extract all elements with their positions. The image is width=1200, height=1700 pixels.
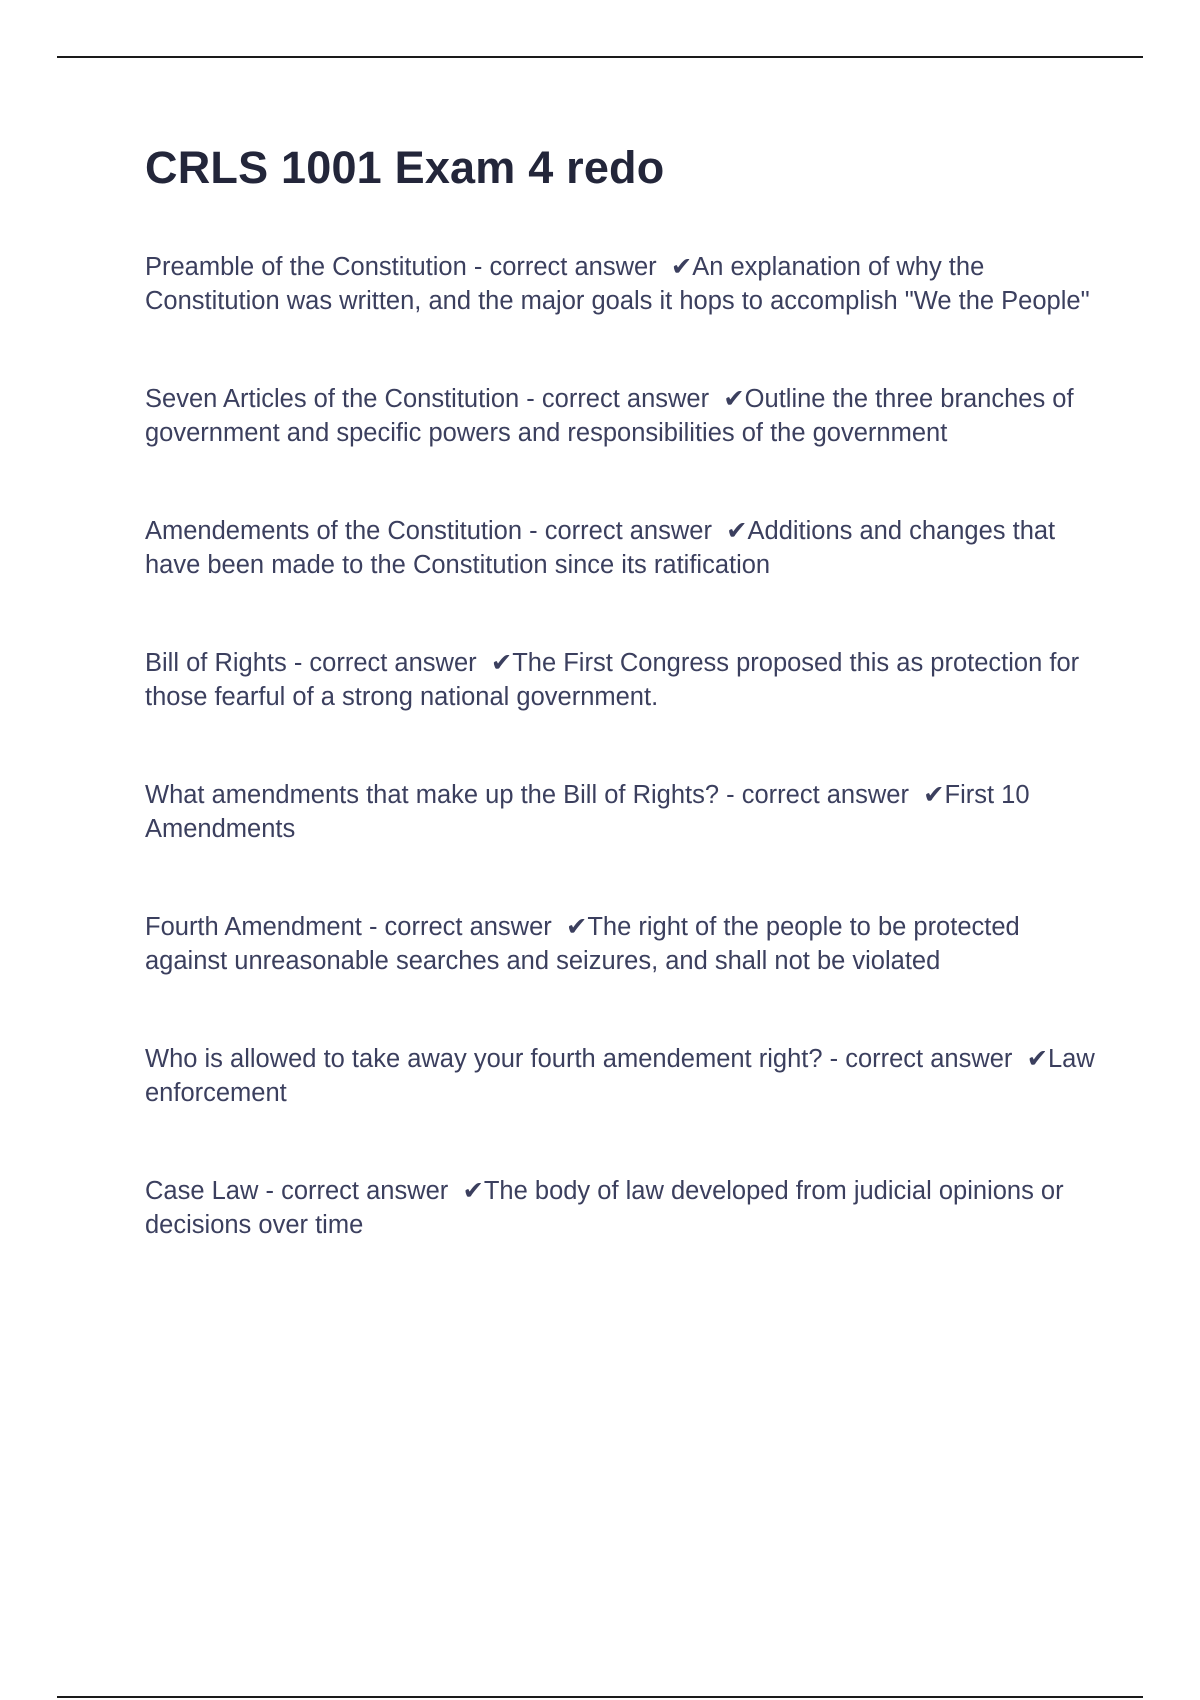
term: Case Law [145,1177,259,1205]
term: Seven Articles of the Constitution [145,385,520,413]
qa-item [145,646,1100,714]
top-divider [57,56,1143,58]
separator: - [361,913,385,941]
separator: - [519,385,542,413]
qa-item [145,514,1100,582]
checkmark-icon: ✔ [670,253,693,281]
separator: - [522,517,545,545]
correct-answer-label: correct answer [281,1177,449,1205]
answer: Additions and changes that have been made to the Constitution since its ratification [145,517,1056,579]
qa-item [145,250,1100,318]
term: Fourth Amendment [145,913,362,941]
checkmark-icon: ✔ [723,385,745,413]
term: Preamble of the Constitution [145,253,467,281]
answer: Law enforcement [145,1045,1095,1107]
checkmark-icon: ✔ [462,1177,484,1205]
correct-answer-label: correct answer [845,1045,1013,1073]
qa-item [145,910,1100,978]
separator: - [286,649,310,677]
correct-answer-label: correct answer [309,649,477,677]
answer: The body of law developed from judicial opinions or decisions over time [145,1177,1064,1239]
answer: First 10 Amendments [145,781,1030,843]
checkmark-icon: ✔ [923,781,945,809]
document-title: CRLS 1001 Exam 4 redo [145,142,665,193]
answer: The First Congress proposed this as protection for those fearful of a strong national government. [145,649,1080,711]
answer: Outline the three branches of government and specific powers and responsibilities of the government [145,385,1074,447]
qa-item [145,1174,1100,1242]
qa-item [145,778,1100,846]
answer: An explanation of why the Constitution was written, and the major goals it hops to accomplish "We the People" [145,253,1090,315]
correct-answer-label: correct answer [544,517,712,545]
correct-answer-label: correct answer [384,913,552,941]
separator: - [719,781,742,809]
correct-answer-label: correct answer [741,781,909,809]
bottom-divider [57,1696,1143,1698]
term: Bill of Rights [145,649,287,677]
term: Who is allowed to take away your fourth amendement right? [145,1045,823,1073]
separator: - [466,253,490,281]
answer: The right of the people to be protected against unreasonable searches and seizures, and shall not be violated [145,913,1020,975]
checkmark-icon: ✔ [726,517,748,545]
checkmark-icon: ✔ [1026,1045,1048,1073]
separator: - [258,1177,282,1205]
qa-item [145,382,1100,450]
qa-list [145,250,1100,1242]
term: What amendments that make up the Bill of Rights? [145,781,720,809]
checkmark-icon: ✔ [565,913,588,941]
qa-item [145,1042,1100,1110]
checkmark-icon: ✔ [490,649,513,677]
correct-answer-label: correct answer [541,385,710,413]
correct-answer-label: correct answer [489,253,657,281]
term: Amendements of the Constitution [145,517,523,545]
separator: - [822,1045,846,1073]
